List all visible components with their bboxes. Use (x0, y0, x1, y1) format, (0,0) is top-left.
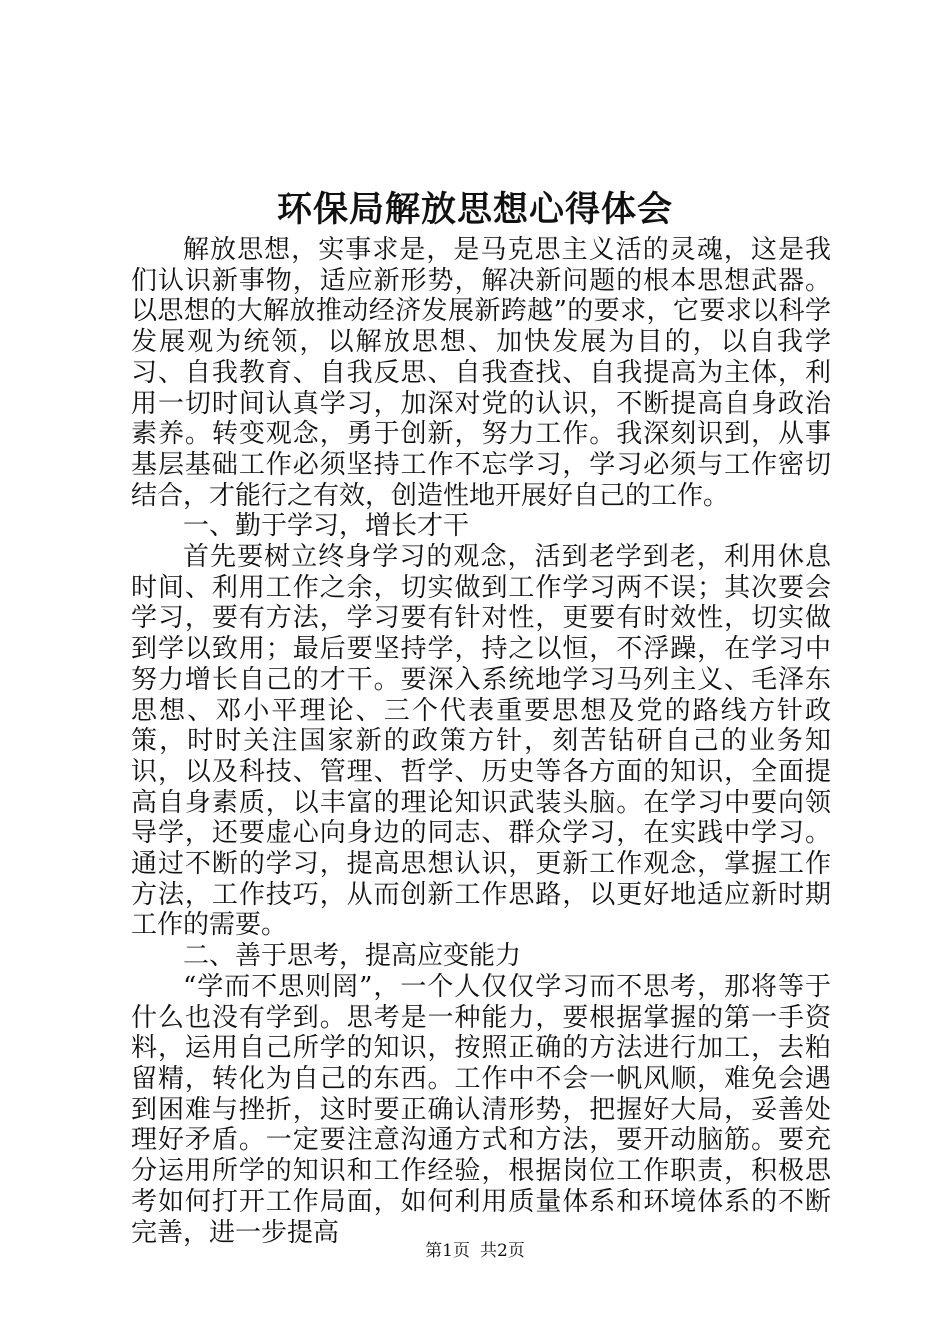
page-footer (0, 1239, 950, 1263)
document-body (131, 235, 831, 1248)
paragraph-section-1: 首先要树立终身学习的观念，活到老学到老，利用休息时间、利用工作之余，切实做到工作学习两不误；其次要会学习，要有方法，学习要有针对性，更要有时效性，切实做到学以致用；最后要坚持学，持之以恒，不浮躁，在学习中努力增长自己的才干。要深入系统地学习马列主义、毛泽东思想、邓小平理论、三个代表重要思想及党的路线方针政策，时时关注国家新的政策方针，刻苦钻研自己的业务知识，以及科技、管理、哲学、历史等各方面的知识，全面提高自身素质，以丰富的理论知识武装头脑。在学习中要向领导学，还要虚心向身边的同志、群众学习，在实践中学习。通过不断的学习，提高思想认识，更新工作观念，掌握工作方法，工作技巧，从而创新工作思路，以更好地适应新时期工作的需要。 (131, 542, 831, 941)
page-number: 第1页 (425, 1241, 470, 1261)
paragraph-section-2: “学而不思则罔”，一个人仅仅学习而不思考，那将等于什么也没有学到。思考是一种能力，要根据掌握的第一手资料，运用自己所学的知识，按照正确的方法进行加工，去粕留精，转化为自己的东西。工作中不会一帆风顺，难免会遇到困难与挫折，这时要正确认清形势，把握好大局，妥善处理好矛盾。一定要注意沟通方式和方法，要开动脑筋。要充分运用所学的知识和工作经验，根据岗位工作职责，积极思考如何打开工作局面，如何利用质量体系和环境体系的不断完善，进一步提高 (131, 971, 831, 1248)
document-title: 环保局解放思想心得体会 (276, 189, 673, 230)
paragraph-intro: 解放思想，实事求是，是马克思主义活的灵魂，这是我们认识新事物，适应新形势，解决新问题的根本思想武器。以思想的大解放推动经济发展新跨越”的要求，它要求以科学发展观为统领，以解放思想、加快发展为目的，以自我学习、自我教育、自我反思、自我查找、自我提高为主体，利用一切时间认真学习，加深对党的认识，不断提高自身政治素养。转变观念，勇于创新，努力工作。我深刻识到，从事基层基础工作必须坚持工作不忘学习，学习必须与工作密切结合，才能行之有效，创造性地开展好自己的工作。 (131, 235, 831, 511)
page-total: 共2页 (480, 1241, 525, 1261)
section-heading-1: 一、勤于学习，增长才干 (183, 511, 470, 542)
section-heading-2: 二、善于思考，提高应变能力 (183, 941, 522, 972)
